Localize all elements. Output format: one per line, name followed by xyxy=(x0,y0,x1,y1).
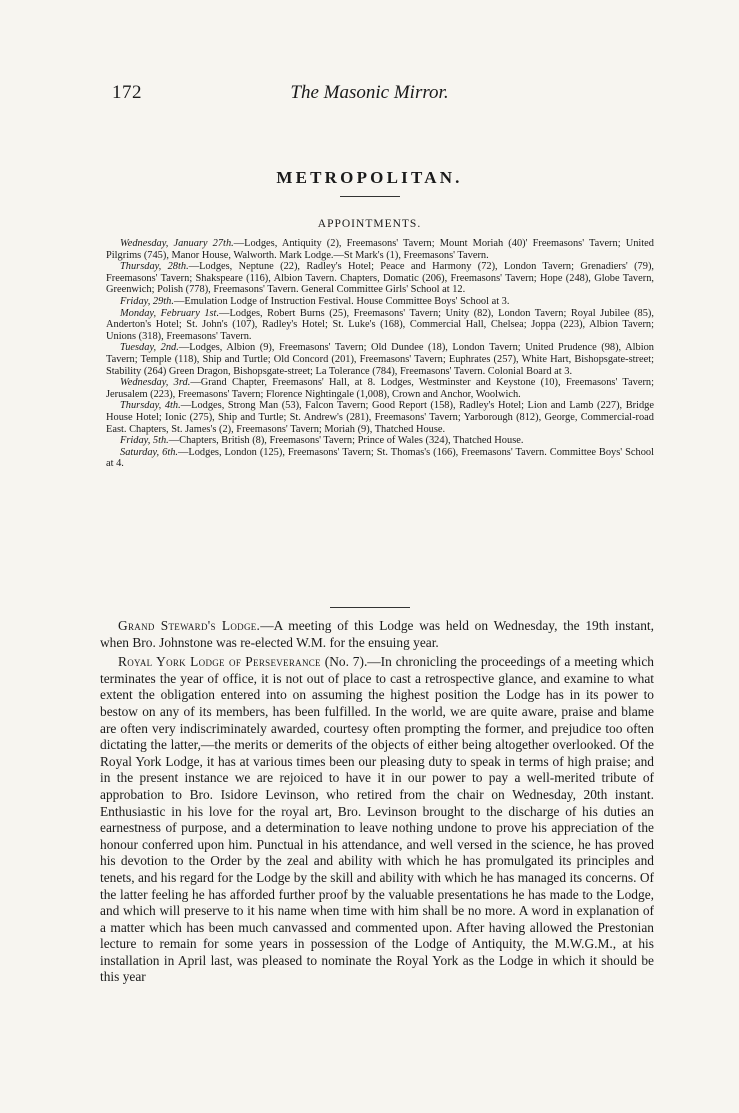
divider xyxy=(340,196,400,197)
appointment-entry xyxy=(106,342,654,377)
article-text: (No. 7).—In chronicling the proceedings of a meeting which terminates the year of office, it is not out of place to cast a retrospective glance, and examine to what extent the obligation entered into on assuming the highest position the Lodge has in its power to bestow on any of its members, has been fulfilled. In the world, we are quite aware, praise and blame are often very indiscriminately awarded, courtesy often prompting the former, and prejudice too often dictating the latter,—the merits or demerits of the objects of either being altogether overlooked. Of the Royal York Lodge, it has at various times been our pleasing duty to speak in terms of high praise; and in the present instance we are rejoiced to have it in our power to pay a well-merited tribute of approbation to Bro. Isidore Levinson, who retired from the chair on Wednesday, 20th instant. Enthusiastic in his love for the royal art, Bro. Levinson brought to the discharge of his duties an earnestness of purpose, and a determination to leave nothing undone to prove his appreciation of the honour conferred upon him. Punctual in his attendance, and well versed in the science, he has proved his devotion to the Order by the zeal and ability with which he has promulgated its principles and tenets, and his regard for the Lodge by the skill and ability with which he has managed its concerns. Of the latter feeling he has afforded further proof by the valuable presentations he has made to the Lodge, and which will preserve to it his name when time with him shall be no more. A word in explanation of a matter which has been much canvassed and commented upon. After having allowed the Prestonian lecture to remain for some years in possession of the Lodge of Antiquity, the M.W.G.M., at his installation in April last, was pleased to nominate the Royal York as the Lodge in which it should be this year xyxy=(100,654,654,985)
appointment-entry xyxy=(106,447,654,470)
appointment-text: —Lodges, London (125), Freemasons' Tavern; St. Thomas's (166), Freemasons' Tavern. Committee Boys' School at 4. xyxy=(106,446,654,470)
appointment-text: —Lodges, Robert Burns (25), Freemasons' Tavern; Unity (82), London Tavern; Royal Jubilee (85), Anderton's Hotel; St. John's (107), Radley's Hotel; St. Luke's (168), Commercial Hall, Chelsea; Joppa (223), Albion Tavern; Unions (318), Freemasons' Tavern. xyxy=(106,307,654,342)
running-title: The Masonic Mirror. xyxy=(290,82,449,103)
appointment-text: —Lodges, Neptune (22), Radley's Hotel; Peace and Harmony (72), London Tavern; Grenadiers' (79), Freemasons' Tavern; Shakspeare (116), Albion Tavern. Chapters, Domatic (206), Freemasons' Tavern; Hope (248), Globe Tavern, Greenwich; Polish (778), Freemasons' Tavern. General Committee Girls' School at 12. xyxy=(106,261,655,296)
appointment-day: Monday, February 1st. xyxy=(120,307,220,319)
appointment-day: Tuesday, 2nd. xyxy=(120,342,179,354)
article-paragraph xyxy=(100,618,654,651)
appointment-day: Friday, 29th. xyxy=(120,295,174,307)
article-paragraph xyxy=(100,654,654,986)
appointment-entry xyxy=(106,435,654,447)
appointment-text: —Lodges, Strong Man (53), Falcon Tavern; Good Report (158), Radley's Hotel; Lion and Lamb (227), Bridge House Hotel; Ionic (275), Ship and Turtle; St. Andrew's (281), Freemasons' Tavern; Yarborough (812), George, Commercial-road East. Chapters, St. James's (2), Freemasons' Tavern; Moriah (9), Thatched House. xyxy=(106,400,654,435)
appointment-text: —Lodges, Antiquity (2), Freemasons' Tavern; Mount Moriah (40)' Freemasons' Tavern; United Pilgrims (745), Manor House, Walworth. Mark Lodge.—St Mark's (1), Freemasons' Tavern. xyxy=(106,238,654,261)
appointment-day: Wednesday, 3rd. xyxy=(120,377,191,389)
appointment-entry xyxy=(106,400,654,435)
divider xyxy=(330,607,410,608)
appointment-text: —Emulation Lodge of Instruction Festival. House Committee Boys' School at 3. xyxy=(173,295,510,307)
appointment-text: —Chapters, British (8), Freemasons' Tavern; Prince of Wales (324), Thatched House. xyxy=(168,435,524,447)
appointment-day: Thursday, 28th. xyxy=(120,261,189,273)
appointment-entry xyxy=(106,261,654,296)
appointment-day: Thursday, 4th. xyxy=(120,400,181,412)
appointments-list xyxy=(106,238,654,470)
page-number: 172 xyxy=(112,82,142,103)
article-heading: Royal York Lodge of Perseverance xyxy=(118,654,321,670)
article-body xyxy=(100,618,654,989)
section-title: METROPOLITAN. xyxy=(276,168,463,187)
appointment-entry xyxy=(106,296,654,308)
appointment-text: —Grand Chapter, Freemasons' Hall, at 8. Lodges, Westminster and Keystone (10), Freemasons' Tavern; Jerusalem (223), Freemasons' Tavern; Florence Nightingale (1,008), Crown and Anchor, Woolwich. xyxy=(106,377,654,400)
appointment-day: Saturday, 6th. xyxy=(120,446,178,458)
article-text: —A meeting of this Lodge was held on Wednesday, the 19th instant, when Bro. Johnstone was re-elected W.M. for the ensuing year. xyxy=(100,618,654,650)
appointment-entry xyxy=(106,238,654,261)
appointments-title: APPOINTMENTS. xyxy=(317,218,422,230)
article-heading: Grand Steward's Lodge. xyxy=(118,618,261,633)
appointment-entry xyxy=(106,308,654,343)
appointment-text: —Lodges, Albion (9), Freemasons' Tavern; Old Dundee (18), London Tavern; United Prudence (98), Albion Tavern; Temple (118), Ship and Turtle; Old Concord (201), Freemasons' Tavern; Euphrates (257), White Hart, Bishopsgate-street; Stability (264) Green Dragon, Bishopsgate-street; La Tolerance (784), Freemasons' Tavern. Colonial Board at 3. xyxy=(106,342,654,377)
page-header xyxy=(112,82,627,106)
appointment-day: Friday, 5th. xyxy=(120,435,169,447)
appointment-entry xyxy=(106,377,654,400)
appointment-day: Wednesday, January 27th. xyxy=(120,238,234,249)
